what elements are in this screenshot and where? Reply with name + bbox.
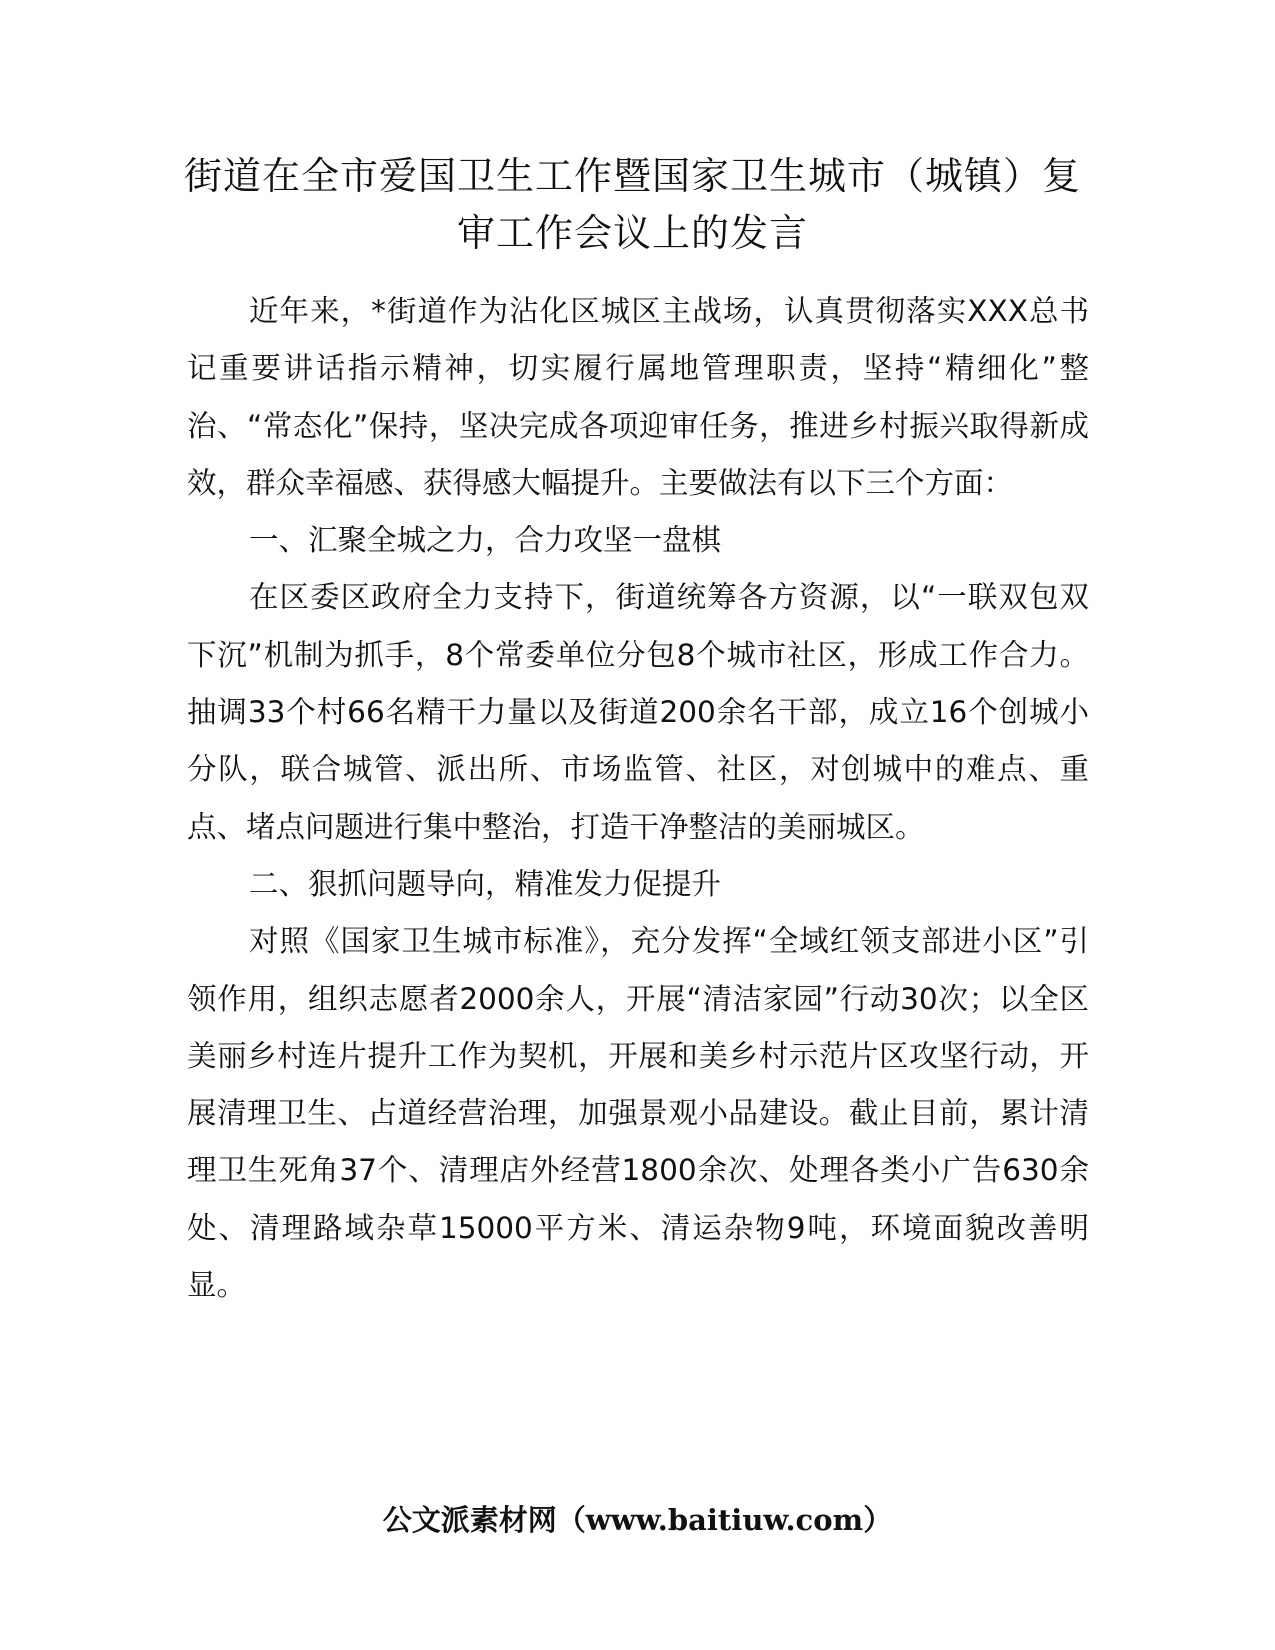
section-heading-2: 二、狠抓问题导向，精准发力促提升 <box>249 866 722 901</box>
section-heading-1: 一、汇聚全城之力，合力攻坚一盘棋 <box>249 523 722 558</box>
document-title: 街道在全市爱国卫生工作暨国家卫生城市（城镇）复审工作会议上的发言 <box>183 154 1081 255</box>
document-body <box>187 283 1089 1314</box>
section-paragraph-1: 在区委区政府全力支持下，街道统筹各方资源，以“一联双包双下沉”机制为抓手，8个常委单位分包8个城市社区，形成工作合力。抽调33个村66名精干力量以及街道200余名干部，成立16个创城小分队，联合城管、派出所、市场监管、社区，对创城中的难点、重点、堵点问题进行集中整治，打造干净整洁的美丽城区。 <box>187 580 1089 844</box>
footer-source: 公文派素材网（www.baitiuw.com） <box>382 1503 893 1537</box>
section-paragraph-2: 对照《国家卫生城市标准》，充分发挥“全域红领支部进小区”引领作用，组织志愿者2000余人，开展“清洁家园”行动30次；以全区美丽乡村连片提升工作为契机，开展和美乡村示范片区攻坚行动，开展清理卫生、占道经营治理，加强景观小品建设。截止目前，累计清理卫生死角37个、清理店外经营1800余次、处理各类小广告630余处、清理路域杂草15000平方米、清运杂物9吨，环境面貌改善明显。 <box>187 924 1089 1303</box>
intro-paragraph: 近年来，*街道作为沾化区城区主战场，认真贯彻落实XXX总书记重要讲话指示精神，切实履行属地管理职责，坚持“精细化”整治、“常态化”保持，坚决完成各项迎审任务，推进乡村振兴取得新成效，群众幸福感、获得感大幅提升。主要做法有以下三个方面： <box>187 294 1089 500</box>
